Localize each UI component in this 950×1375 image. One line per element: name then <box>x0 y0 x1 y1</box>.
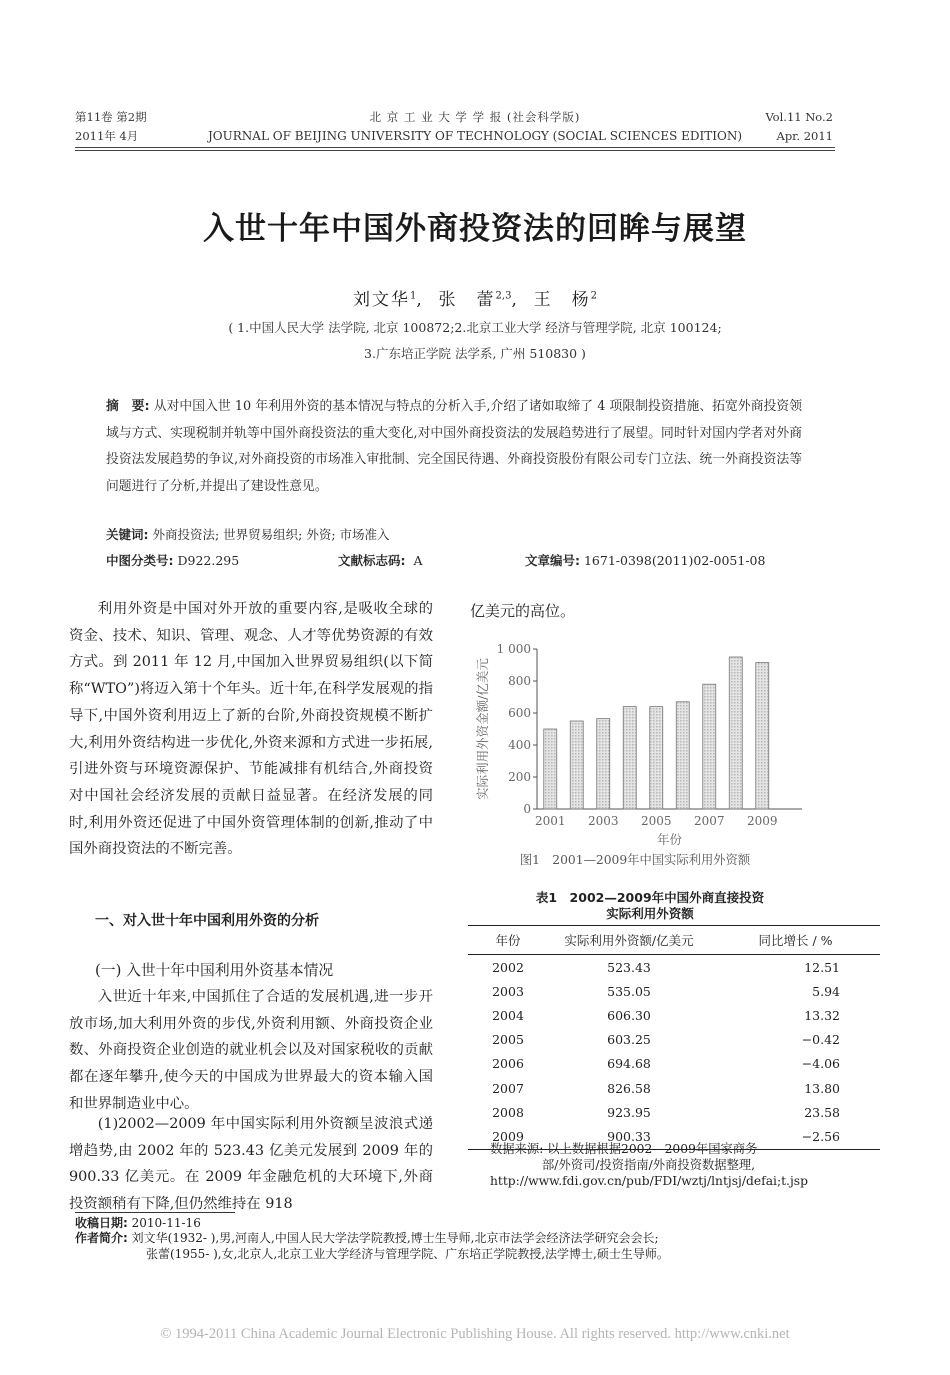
chart-y-tick-label: 0 <box>523 802 531 816</box>
table-row <box>468 1076 880 1100</box>
clc-number <box>106 551 239 569</box>
table-cell-year: 2007 <box>492 1080 524 1096</box>
author-name: 王 杨 <box>533 290 591 310</box>
chart-bar <box>676 702 689 809</box>
bio-label: 作者简介: <box>75 1231 128 1245</box>
table-row <box>468 979 880 1003</box>
chart-x-tick-label: 2009 <box>746 814 778 828</box>
chart-caption: 图1 2001—2009年中国实际利用外资额 <box>519 853 751 867</box>
table-source <box>490 1141 808 1189</box>
table-cell-amount: 523.43 <box>607 959 651 975</box>
table-cell-growth: −4.06 <box>801 1056 840 1072</box>
bio-line-2: 张蕾(1955- ),女,北京人,北京工业大学经济与管理学院、广东培正学院教授,法学博士,硕士生导师。 <box>146 1247 669 1261</box>
table-cell-amount: 694.68 <box>607 1056 651 1072</box>
header-vol-issue-cn: 第11卷 第2期 <box>75 110 147 124</box>
footnote-rule <box>75 1212 235 1213</box>
bio-line-1: 刘文华(1932- ),男,河南人,中国人民大学法学院教授,博士生导师,北京市法学会经济法学研究会会长; <box>131 1231 659 1245</box>
table-cell-growth: −2.56 <box>710 1124 880 1149</box>
table-header-year: 年份 <box>468 926 548 955</box>
table-cell-amount: 923.95 <box>607 1104 651 1120</box>
chart-y-tick-label: 800 <box>508 674 531 688</box>
chart-x-axis-label: 年份 <box>656 832 683 847</box>
article-number <box>525 551 765 569</box>
fdi-bar-chart <box>455 636 835 876</box>
chart-x-tick-label: 2003 <box>587 814 619 828</box>
table-title-line-1: 表1 2002—2009年中国外商直接投资 <box>535 890 765 905</box>
table-source-line-2: 部/外资司/投资指南/外商投资数据整理, <box>542 1158 756 1172</box>
clc-value: D922.295 <box>177 553 240 568</box>
chart-x-tick-label: 2007 <box>693 814 725 828</box>
chart-bar <box>544 729 557 809</box>
table-cell-year: 2005 <box>492 1032 524 1048</box>
table-cell-growth: 12.51 <box>804 959 840 975</box>
author-affiliation-mark: 2,3 <box>495 290 512 302</box>
chart-y-tick-label: 200 <box>508 770 531 784</box>
table-cell-amount: 900.33 <box>548 1124 710 1149</box>
chart-y-tick-label: 600 <box>508 706 531 720</box>
table-cell-year: 2008 <box>492 1104 524 1120</box>
table-title-line-2: 实际利用外资额 <box>606 906 694 921</box>
chart-bar <box>729 657 742 809</box>
document-code-value: A <box>413 553 423 568</box>
keywords-text: 外商投资法; 世界贸易组织; 外资; 市场准入 <box>152 527 390 542</box>
table-row <box>468 1028 880 1052</box>
table-row <box>468 955 880 980</box>
table-header-amount: 实际利用外资额/亿美元 <box>548 926 710 955</box>
paper-title: 入世十年中国外商投资法的回眸与展望 <box>203 211 747 247</box>
author-list: 刘文华$^1$, 张 蕾$^{2,3}$, 王 杨$^2$ <box>352 290 598 310</box>
author-name: 张 蕾 <box>438 290 496 310</box>
table-cell-year: 2009 <box>468 1124 548 1149</box>
affiliation-line-1: ( 1.中国人民大学 法学院, 北京 100872;2.北京工业大学 经济与管理学院, 北京 100124; <box>228 320 722 335</box>
received-label: 收稿日期: <box>75 1216 128 1230</box>
table-cell-growth: 23.58 <box>804 1104 840 1120</box>
table-row <box>468 1052 880 1076</box>
table-cell-amount: 535.05 <box>607 983 651 999</box>
table-cell-growth: −0.42 <box>801 1032 840 1048</box>
body-paragraph-1: 利用外资是中国对外开放的重要内容,是吸收全球的资金、技术、知识、管理、观念、人才等优势资源的有效方式。到 2011 年 12 月,中国加入世界贸易组织(以下简称“WTO”)将迈入第十个年头。近十年,在科学发展观的指导下,中国外资利用迈上了新的台阶,外商投资规模不断扩大,利用外资结构进一步优化,外资来源和方式进一步拓展,引进外资与环境资源保护、节能减排有机结合,外商投资对中国社会经济发展的贡献日益显著。在经济发展的同时,利用外资还促进了中国外资管理体制的创新,推动了中国外商投资法的不断完善。 <box>69 601 433 858</box>
body-paragraph-2: 入世近十年来,中国抓住了合适的发展机遇,进一步开放市场,加大利用外资的步伐,外资利用额、外商投资企业数、外商投资企业创造的就业机会以及对国家税收的贡献都在逐年攀升,使今天的中国成为世界最大的资本输入国和世界制造业中心。 <box>69 989 433 1112</box>
author-affiliation-mark: 1 <box>409 290 417 302</box>
chart-x-tick-label: 2001 <box>534 814 566 828</box>
copyright-notice: © 1994-2011 China Academic Journal Electronic Publishing House. All rights reserved. http://www.cnki.net <box>160 1326 790 1342</box>
body-paragraph-3: (1)2002—2009 年中国实际利用外资额呈波浪式递增趋势,由 2002 年的 523.43 亿美元发展到 2009 年的 900.33 亿美元。在 2009 年金融危机的大环境下,外商投资额稍有下降,但仍然维持在 918 <box>69 1116 433 1213</box>
fdi-table <box>468 925 880 1150</box>
table-source-line-1: 数据来源: 以上数据根据2002—2009年国家商务 <box>490 1142 758 1156</box>
table-cell-amount: 606.30 <box>607 1007 651 1023</box>
table-cell-growth: 5.94 <box>812 983 840 999</box>
document-code-label: 文献标志码: <box>338 553 406 568</box>
header-date-cn: 2011年 4月 <box>75 129 139 143</box>
clc-label: 中图分类号: <box>106 553 174 568</box>
table-source-line-3: http://www.fdi.gov.cn/pub/FDI/wztj/lntjsj/defai;t.jsp <box>490 1174 808 1188</box>
table-row <box>468 1003 880 1027</box>
author-bio <box>75 1231 659 1247</box>
chart-bar <box>650 707 663 809</box>
chart-bar <box>703 684 716 809</box>
abstract-text: 从对中国入世 10 年利用外资的基本情况与特点的分析入手,介绍了诸如取缔了 4 项限制投资措施、拓宽外商投资领域与方式、实现税制并轨等中国外商投资法的重大变化,对中国外商投资法的发展趋势进行了展望。同时针对国内学者对外商投资法发展趋势的争议,对外商投资的市场准入审批制、完全国民待遇、外商投资股份有限公司专门立法、统一外商投资法等问题进行了分析,并提出了建设性意见。 <box>106 399 802 494</box>
received-value: 2010-11-16 <box>131 1216 201 1230</box>
table-row <box>468 1100 880 1124</box>
header-date-en: Apr. 2011 <box>776 129 833 143</box>
document-code <box>338 551 422 569</box>
article-number-label: 文章编号: <box>525 553 580 568</box>
body-paragraph-3-continued: 亿美元的高位。 <box>470 602 576 620</box>
affiliation-line-2: 3.广东培正学院 法学系, 广州 510830 ) <box>364 346 586 361</box>
table-cell-year: 2003 <box>492 983 524 999</box>
author-name: 刘文华 <box>352 290 410 310</box>
table-cell-year: 2002 <box>492 959 524 975</box>
table-cell-amount: 826.58 <box>607 1080 651 1096</box>
header-vol-issue-en: Vol.11 No.2 <box>765 110 833 124</box>
section-heading-1: 一、对入世十年中国利用外资的分析 <box>95 913 319 929</box>
header-journal-en: JOURNAL OF BEIJING UNIVERSITY OF TECHNOLOGY (SOCIAL SCIENCES EDITION) <box>207 129 743 143</box>
abstract-label: 摘 要: <box>106 399 150 414</box>
keywords <box>106 525 390 543</box>
table-cell-year: 2004 <box>492 1007 524 1023</box>
chart-bar <box>597 719 610 809</box>
article-number-value: 1671-0398(2011)02-0051-08 <box>583 553 766 568</box>
table-cell-growth: 13.80 <box>804 1080 840 1096</box>
table-header-growth: 同比增长 / % <box>710 926 880 955</box>
table-cell-growth: 13.32 <box>804 1007 840 1023</box>
received-date <box>75 1216 201 1232</box>
table-title <box>480 890 820 922</box>
keywords-label: 关键词: <box>106 527 149 542</box>
chart-x-tick-label: 2005 <box>640 814 672 828</box>
table-header-row <box>468 926 880 955</box>
author-affiliation-mark: 2 <box>590 290 598 302</box>
chart-bar <box>623 707 636 809</box>
header-rule <box>75 147 835 148</box>
chart-bar <box>570 721 583 809</box>
table-cell-amount: 603.25 <box>607 1032 651 1048</box>
table-cell-year: 2006 <box>492 1056 524 1072</box>
header-rule-double <box>75 150 835 151</box>
chart-bar <box>756 663 769 809</box>
abstract <box>106 394 802 500</box>
subsection-heading-1: (一) 入世十年中国利用外资基本情况 <box>95 962 334 979</box>
chart-y-tick-label: 400 <box>508 738 531 752</box>
chart-y-tick-label: 1 000 <box>496 642 531 656</box>
chart-y-axis-label: 实际利用外资金额/亿美元 <box>475 658 490 800</box>
header-journal-cn: 北 京 工 业 大 学 学 报 (社会科学版) <box>369 110 581 124</box>
